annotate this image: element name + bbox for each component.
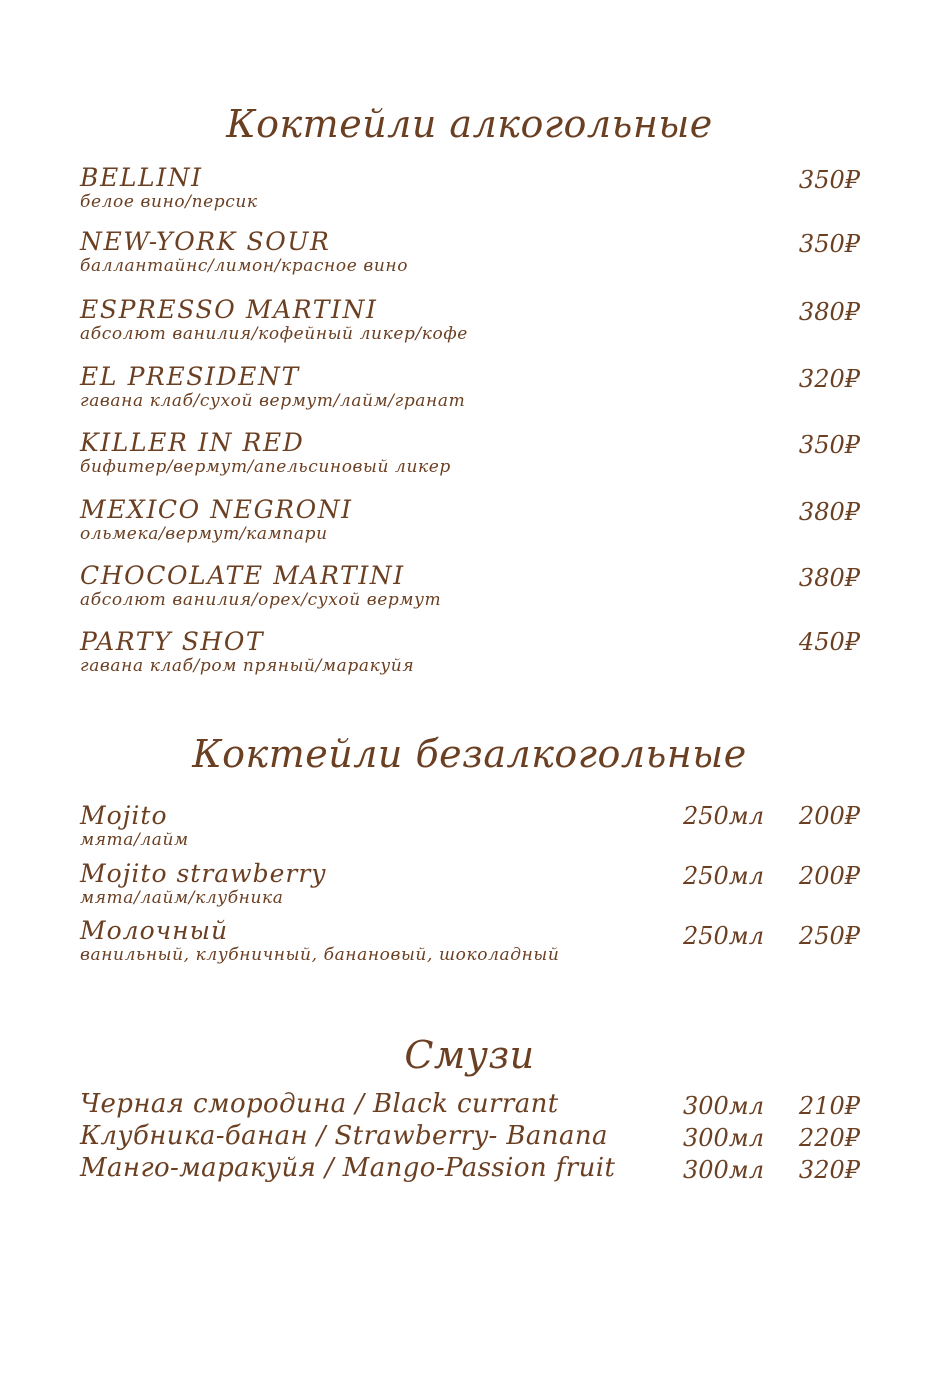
item-name: Mojito strawberry <box>80 859 327 888</box>
item-name: Mojito <box>80 801 168 830</box>
item-price: 380₽ <box>798 564 860 592</box>
menu-item-bellini <box>80 164 860 212</box>
menu-item-mexico-negroni <box>80 496 860 544</box>
item-description: мята/лайм <box>80 830 189 850</box>
menu-item-chocolate-martini <box>80 562 860 610</box>
item-price: 380₽ <box>798 298 860 326</box>
item-volume: 300мл <box>683 1092 764 1120</box>
item-description: гавана клаб/сухой вермут/лайм/гранат <box>80 391 466 411</box>
item-price: 250₽ <box>798 922 860 950</box>
item-name: CHOCOLATE MARTINI <box>80 561 405 590</box>
item-description: баллантайнс/лимон/красное вино <box>80 256 409 276</box>
item-price: 200₽ <box>798 862 860 890</box>
item-name: BELLINI <box>80 163 203 192</box>
item-price: 320₽ <box>798 365 860 393</box>
item-name: EL PRESIDENT <box>80 362 300 391</box>
menu-item-mojito <box>80 802 860 850</box>
item-price: 210₽ <box>798 1092 860 1120</box>
item-description: мята/лайм/клубника <box>80 888 284 908</box>
item-name: MEXICO NEGRONI <box>80 495 353 524</box>
menu-item-black-currant <box>80 1090 860 1118</box>
menu-item-strawberry-banana <box>80 1122 860 1150</box>
item-price: 350₽ <box>798 166 860 194</box>
item-price: 350₽ <box>798 431 860 459</box>
menu-item-mojito-strawberry <box>80 860 860 908</box>
item-volume: 300мл <box>683 1124 764 1152</box>
item-price: 350₽ <box>798 230 860 258</box>
item-name: ESPRESSO MARTINI <box>80 295 378 324</box>
item-description: гавана клаб/ром пряный/маракуйя <box>80 656 415 676</box>
item-name: Клубника-банан / Strawberry- Banana <box>80 1121 608 1151</box>
menu-item-milkshake <box>80 917 860 965</box>
item-name: Манго-маракуйя / Mango-Passion fruit <box>80 1153 616 1183</box>
item-description: абсолют ванилия/орех/сухой вермут <box>80 590 442 610</box>
non-alcoholic-section-title: Коктейли безалкогольные <box>192 732 747 776</box>
item-name: Черная смородина / Black currant <box>80 1089 559 1119</box>
smoothies-section-title: Смузи <box>404 1033 535 1077</box>
item-price: 220₽ <box>798 1124 860 1152</box>
alcoholic-section-title: Коктейли алкогольные <box>226 102 713 146</box>
item-description: белое вино/персик <box>80 192 258 212</box>
menu-item-espresso-martini <box>80 296 860 344</box>
item-description: бифитер/вермут/апельсиновый ликер <box>80 457 451 477</box>
item-price: 200₽ <box>798 802 860 830</box>
item-price: 450₽ <box>798 628 860 656</box>
item-name: PARTY SHOT <box>80 627 265 656</box>
item-volume: 250мл <box>683 862 764 890</box>
menu-item-new-york-sour <box>80 228 860 276</box>
item-name: NEW-YORK SOUR <box>80 227 331 256</box>
item-description: ванильный, клубничный, банановый, шоколадный <box>80 945 560 965</box>
menu-item-el-president <box>80 363 860 411</box>
menu-item-party-shot <box>80 628 860 676</box>
item-price: 320₽ <box>798 1156 860 1184</box>
item-name: Молочный <box>80 916 229 945</box>
item-volume: 250мл <box>683 922 764 950</box>
item-volume: 300мл <box>683 1156 764 1184</box>
item-volume: 250мл <box>683 802 764 830</box>
item-description: ольмека/вермут/кампари <box>80 524 328 544</box>
item-price: 380₽ <box>798 498 860 526</box>
item-name: KILLER IN RED <box>80 428 305 457</box>
item-description: абсолют ванилия/кофейный ликер/кофе <box>80 324 468 344</box>
menu-item-killer-in-red <box>80 429 860 477</box>
menu-item-mango-passion-fruit <box>80 1154 860 1182</box>
